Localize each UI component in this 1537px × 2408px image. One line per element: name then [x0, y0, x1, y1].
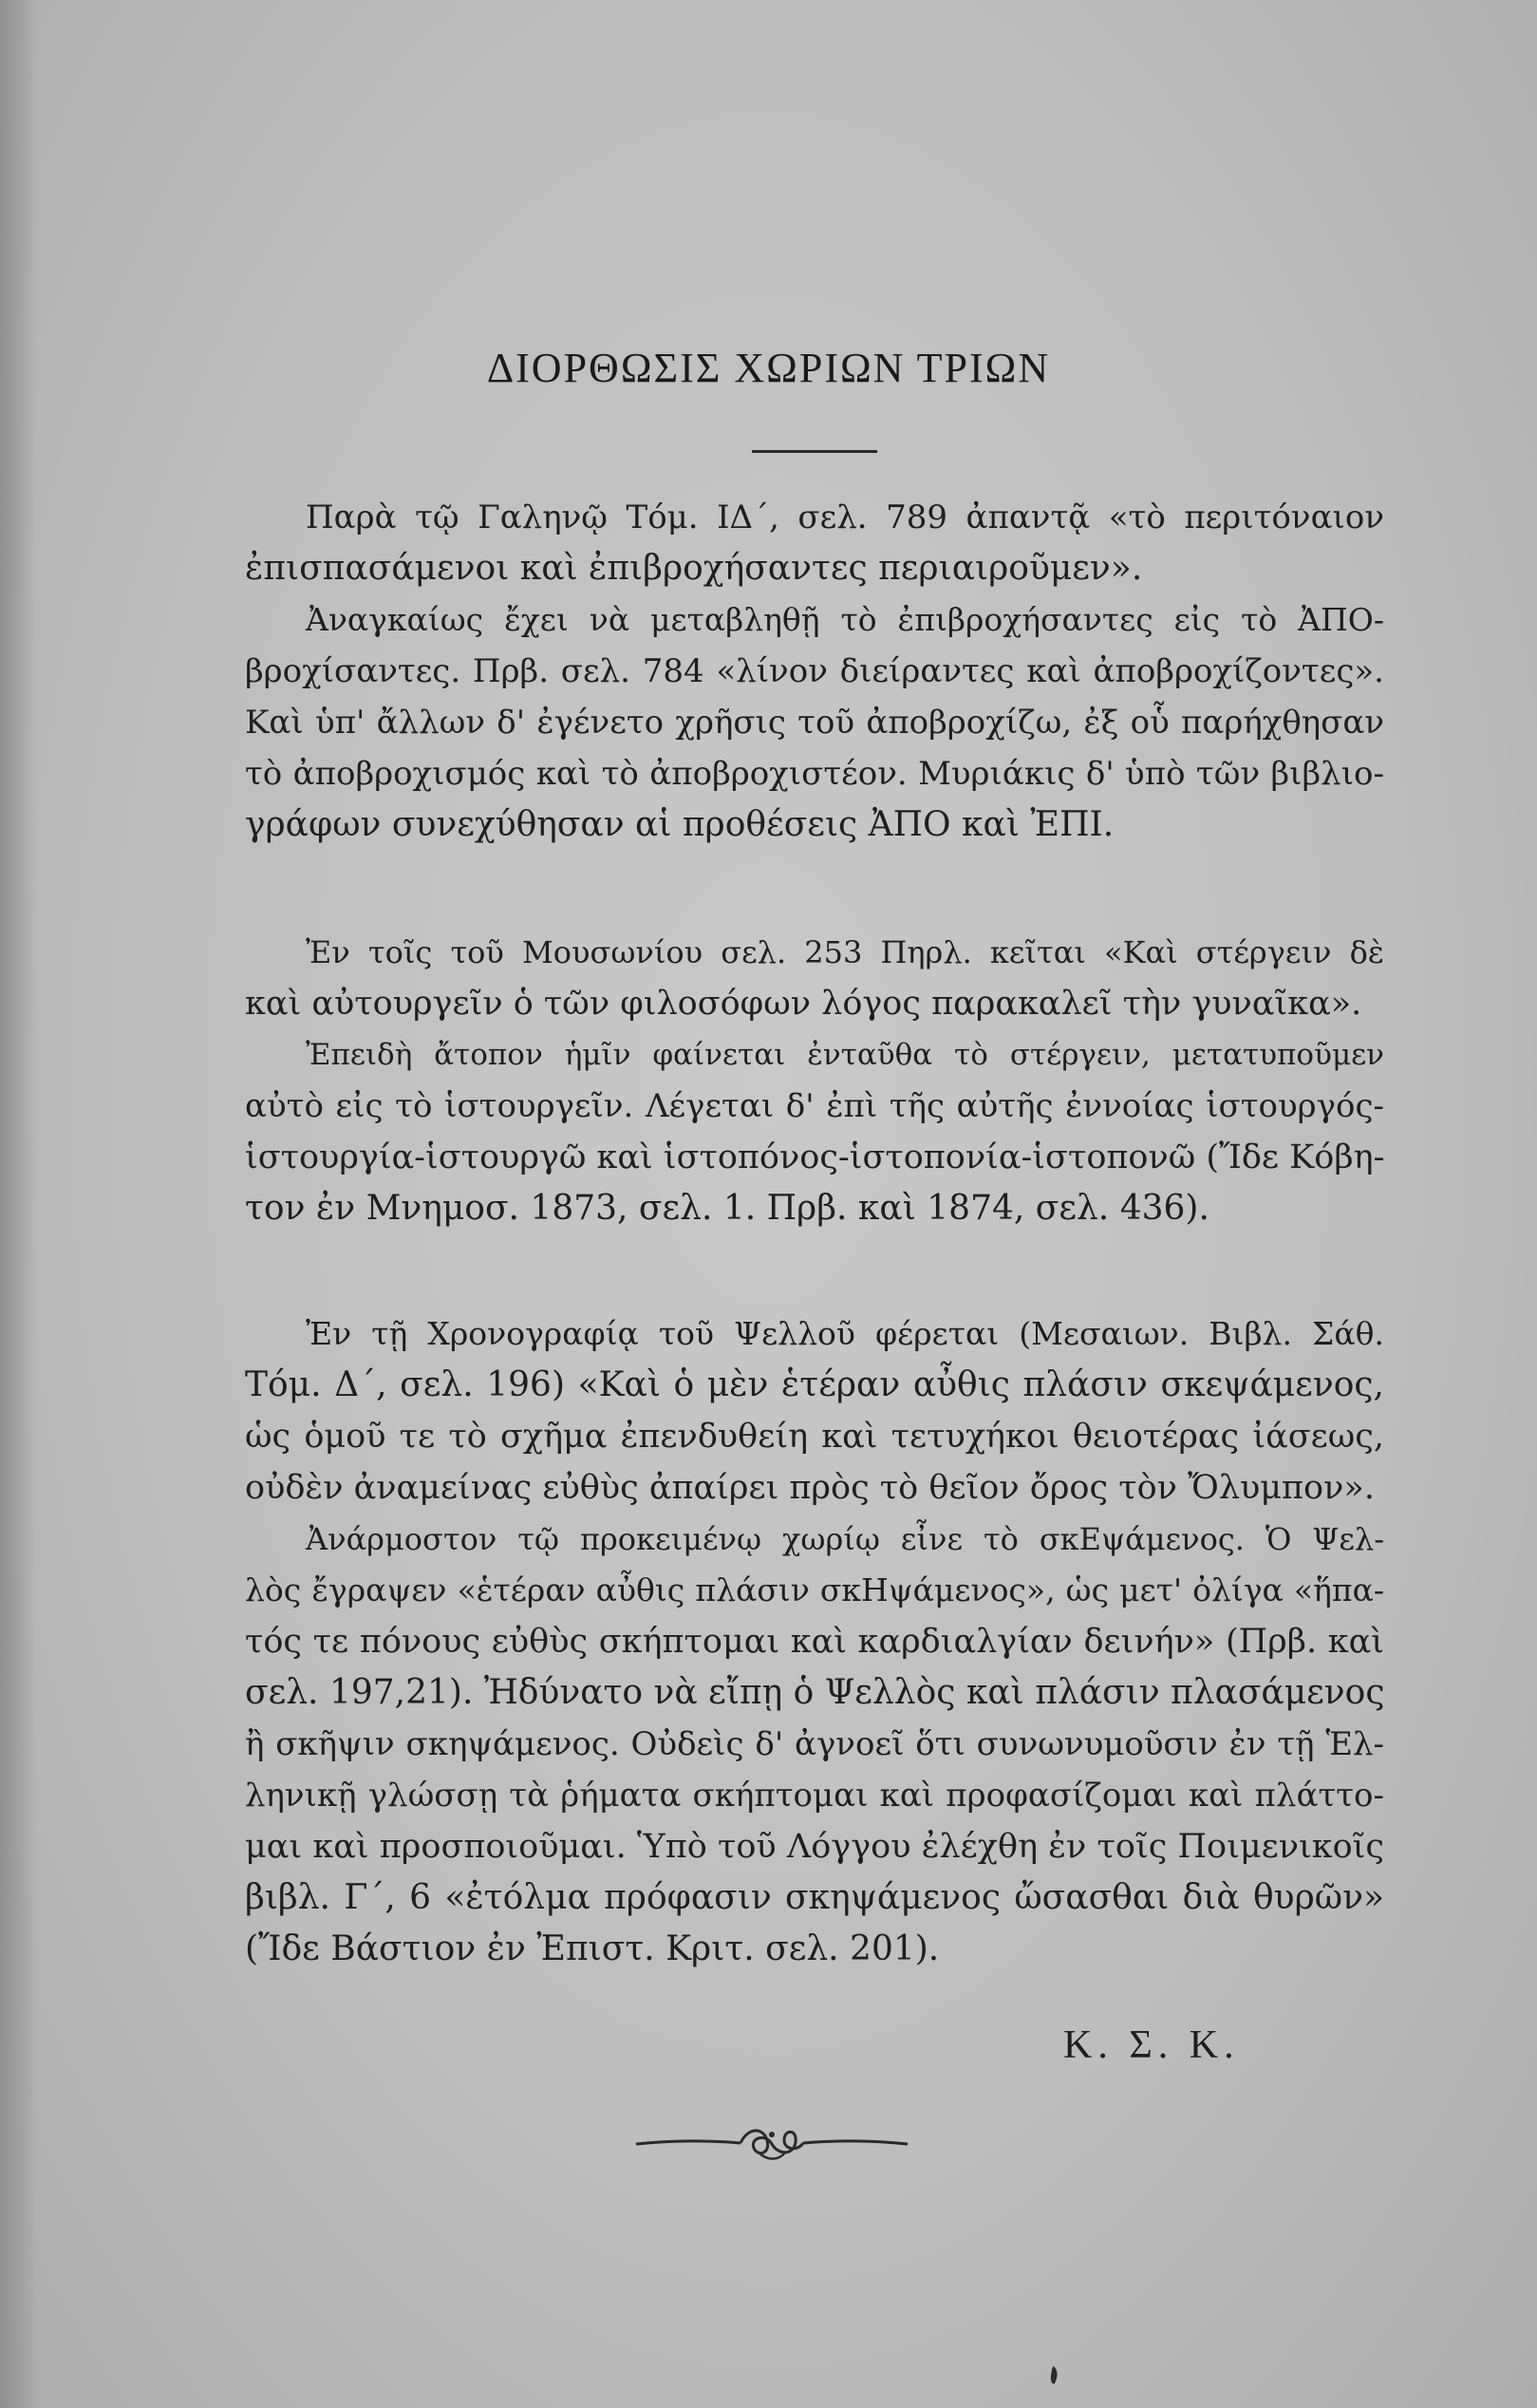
text-line: Τόμ. Δ΄, σελ. 196) «Καὶ ὁ μὲν ἑτέραν αὖθις πλάσιν σκεψάμενος,	[245, 1365, 1384, 1404]
text-line: Ἐπειδὴ ἄτοπον ἡμῖν φαίνεται ἐνταῦθα τὸ στέργειν, μετατυποῦμεν	[306, 1038, 1384, 1072]
text-line: Ἀναγκαίως ἔχει νὰ μεταβληθῇ τὸ ἐπιβροχήσαντες εἰς τὸ ἈΠΟ-	[306, 601, 1384, 638]
paragraph-4	[245, 1029, 1384, 1234]
page-title: ΔΙΟΡΘΩΣΙΣ ΧΩΡΙΩΝ ΤΡΙΩΝ	[486, 345, 1051, 391]
text-line: καὶ αὐτουργεῖν ὁ τῶν φιλοσόφων λόγος παρακαλεῖ τὴν γυναῖκα».	[245, 985, 1362, 1023]
text-line: βιβλ. Γ΄, 6 «ἐτόλμα πρόφασιν σκηψάμενος ὤσασθαι διὰ θυρῶν»	[245, 1878, 1384, 1917]
text-line: Παρὰ τῷ Γαληνῷ Τόμ. ΙΔ΄, σελ. 789 ἀπαντᾷ «τὸ περιτόναιον	[306, 499, 1384, 536]
text-line: ὡς ὁμοῦ τε τὸ σχῆμα ἐπενδυθείη καὶ τετυχήκοι θειοτέρας ἰάσεως,	[245, 1418, 1384, 1456]
title-rule	[752, 450, 877, 453]
text-line: Ἐν τοῖς τοῦ Μουσωνίου σελ. 253 Πηρλ. κεῖται «Καὶ στέργειν δὲ	[306, 934, 1384, 970]
paragraph-1	[245, 492, 1384, 594]
text-line: μαι καὶ προσποιοῦμαι. Ὑπὸ τοῦ Λόγγου ἐλέχθη ἐν τοῖς Ποιμενικοῖς	[245, 1828, 1384, 1866]
paragraph-6	[245, 1514, 1384, 1975]
text-line: ἱστουργία-ἱστουργῶ καὶ ἱστοπόνος-ἱστοπονία-ἱστοπονῶ (Ἴδε Κόβη-	[245, 1138, 1385, 1176]
text-line: τον ἐν Μνημοσ. 1873, σελ. 1. Πρβ. καὶ 1874, σελ. 436).	[245, 1189, 1209, 1228]
text-line: ἢ σκῆψιν σκηψάμενος. Οὐδεὶς δ' ἀγνοεῖ ὅτι συνωνυμοῦσιν ἐν τῇ Ἑλ-	[245, 1725, 1384, 1763]
paragraph-3	[245, 927, 1384, 1029]
ornament-divider-icon	[634, 2116, 909, 2173]
text-line: οὐδὲν ἀναμείνας εὐθὺς ἀπαίρει πρὸς τὸ θεῖον ὄρος τὸν Ὄλυμπον».	[245, 1469, 1375, 1507]
text-line: (Ἴδε Βάστιον ἐν Ἐπιστ. Κριτ. σελ. 201).	[245, 1929, 940, 1968]
text-line: Καὶ ὑπ' ἄλλων δ' ἐγένετο χρῆσις τοῦ ἀποβροχίζω, ἐξ οὗ παρήχθησαν	[245, 704, 1384, 742]
text-line: Ἐν τῇ Χρονογραφίᾳ τοῦ Ψελλοῦ φέρεται (Μεσαιων. Βιβλ. Σάθ.	[306, 1315, 1384, 1352]
text-line: ληνικῇ γλώσσῃ τὰ ῥήματα σκήπτομαι καὶ προφασίζομαι καὶ πλάττο-	[245, 1777, 1384, 1815]
text-line: αὐτὸ εἰς τὸ ἱστουργεῖν. Λέγεται δ' ἐπὶ τῆς αὐτῆς ἐννοίας ἱστουργός-	[245, 1087, 1384, 1125]
text-line: λὸς ἔγραψεν «ἑτέραν αὖθις πλάσιν σκΗψάμενος», ὡς μετ' ὀλίγα «ἥπα-	[245, 1571, 1384, 1608]
text-line: τός τε πόνους εὐθὺς σκήπτομαι καὶ καρδιαλγίαν δεινήν» (Πρβ. καὶ	[245, 1623, 1384, 1661]
text-line: γράφων συνεχύθησαν αἱ προθέσεις ἈΠΟ καὶ ἘΠΙ.	[245, 805, 1115, 844]
author-signature: Κ. Σ. Κ.	[1063, 2023, 1240, 2067]
text-line: Ἀνάρμοστον τῷ προκειμένῳ χωρίῳ εἶνε τὸ σκΕψάμενος. Ὁ Ψελ-	[306, 1521, 1384, 1557]
text-line: σελ. 197,21). Ἠδύνατο νὰ εἴπῃ ὁ Ψελλὸς καὶ πλάσιν πλασάμενος	[245, 1673, 1385, 1712]
page-speck-mark	[1046, 2364, 1061, 2387]
paragraph-5	[245, 1308, 1384, 1514]
paragraph-2	[245, 594, 1384, 851]
text-line: τὸ ἀποβροχισμός καὶ τὸ ἀποβροχιστέον. Μυριάκις δ' ὑπὸ τῶν βιβλιο-	[245, 755, 1384, 793]
text-line: βροχίσαντες. Πρβ. σελ. 784 «λίνον διείραντες καὶ ἀποβροχίζοντες».	[245, 652, 1384, 690]
text-line: ἐπισπασάμενοι καὶ ἐπιβροχήσαντες περιαιροῦμεν».	[245, 549, 1143, 588]
